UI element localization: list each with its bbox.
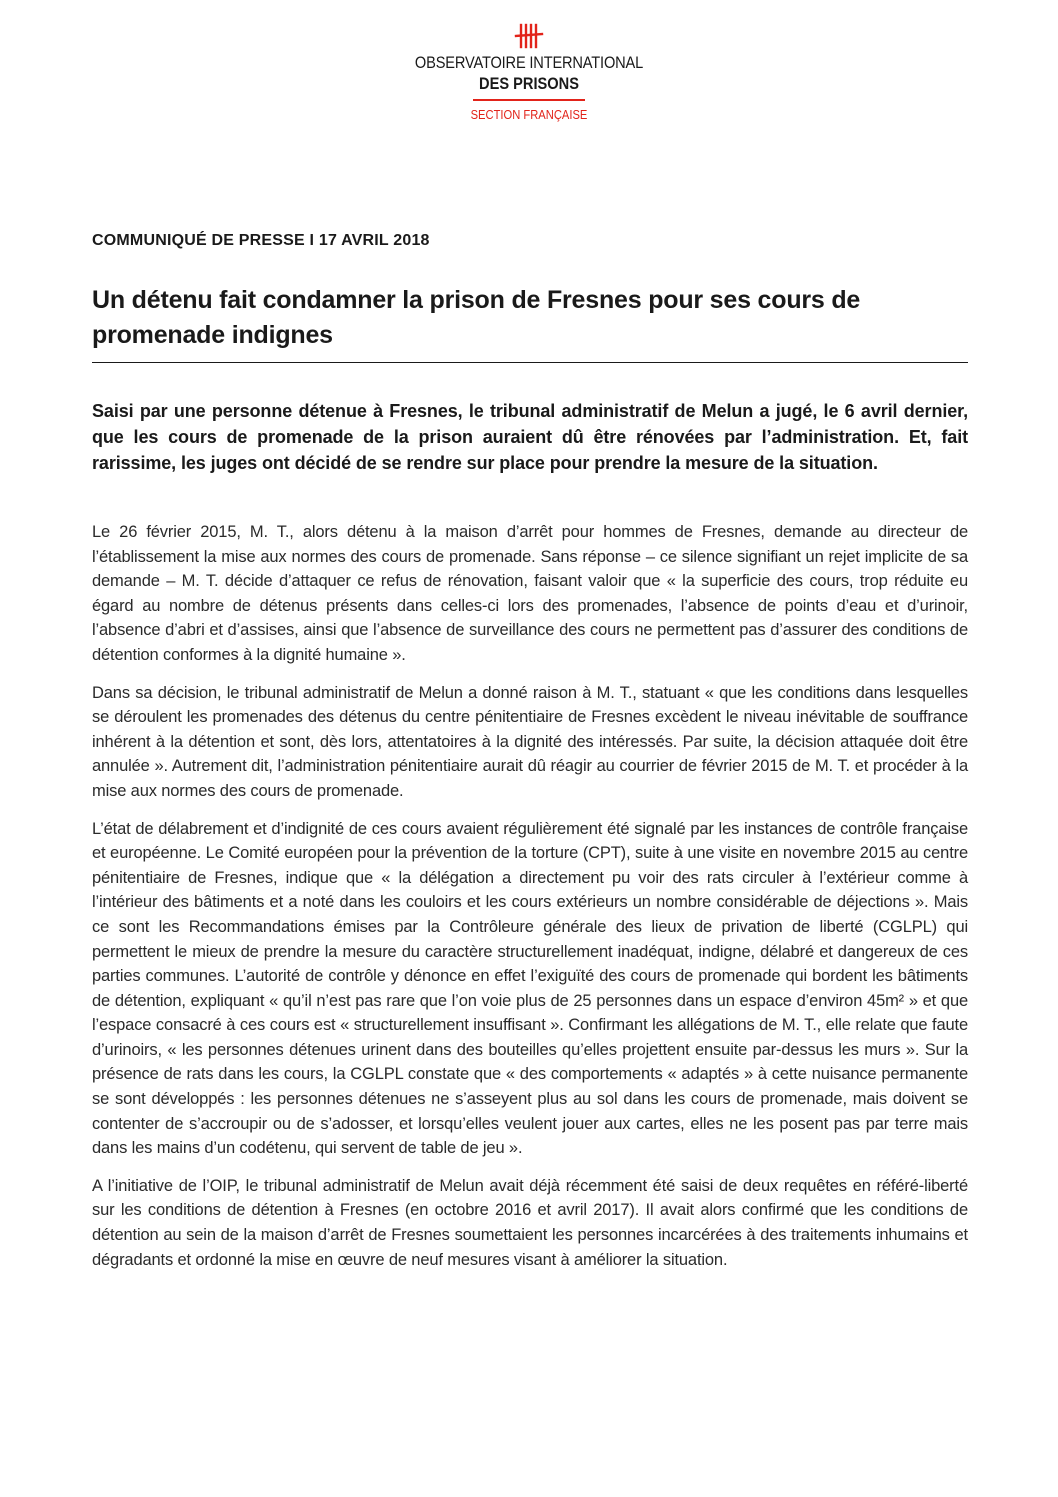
body-paragraph: A l’initiative de l’OIP, le tribunal administratif de Melun avait déjà récemment été saisi de deux requêtes en référé-liberté sur les conditions de détention à Fresnes (en octobre 2016 et avril 2017). Il avait alors confirmé que les conditions de détention au sein de la maison d’arrêt de Fresnes soumettaient les personnes incarcérées à des traitements inhumains et dégradants et ordonné la mise en œuvre de neuf mesures visant à améliorer la situation.: [92, 1176, 968, 1269]
article-body: [92, 520, 968, 1285]
lead-paragraph: Saisi par une personne détenue à Fresnes, le tribunal administratif de Melun a jugé, le 6 avril dernier, que les cours de promenade de la prison auraient dû être rénovées par l’administration. Et, fait rarissime, les juges ont décidé de se rendre sur place pour prendre la mesure de la situation.: [92, 401, 968, 473]
logo-divider: [473, 99, 585, 101]
title-divider: [92, 362, 968, 363]
press-release-date-kicker: COMMUNIQUÉ DE PRESSE I 17 AVRIL 2018: [92, 232, 430, 249]
tally-marks-icon: [509, 22, 549, 50]
logo-text-line3: SECTION FRANÇAISE: [470, 107, 588, 122]
organization-logo: [0, 22, 1058, 123]
logo-text-line1: OBSERVATOIRE INTERNATIONAL: [414, 53, 644, 72]
page-title: Un détenu fait condamner la prison de Fresnes pour ses cours de promenade indignes: [92, 286, 861, 349]
body-paragraph: L’état de délabrement et d’indignité de ces cours avaient régulièrement été signalé par les instances de contrôle française et européenne. Le Comité européen pour la prévention de la torture (CPT), suite à une visite en novembre 2015 au centre pénitentiaire de Fresnes, indique que « la délégation a directement pu voir des rats circuler à l’extérieur comme à l’intérieur des bâtiments et a noté dans les couloirs et les cours extérieurs un nombre considérable de déjections ». Mais ce sont les Recommandations émises par la Contrôleure générale des lieux de privation de liberté (CGLPL) qui permettent le mieux de prendre la mesure du caractère structurellement inadéquat, indigne, délabré et dangereux de ces parties communes. L’autorité de contrôle y dénonce en effet l’exiguïté des cours de promenade qui bordent les bâtiments de détention, expliquant « qu’il n’est pas rare que l’on voie plus de 25 personnes dans un espace d’environ 45m² » et que l’espace consacré à ces cours est « structurellement insuffisant ». Confirmant les allégations de M. T., elle relate que faute d’urinoirs, « les personnes détenues urinent dans des bouteilles qu’elles projettent ensuite par-dessus les murs ». Sur la présence de rats dans les cours, la CGLPL constate que « des comportements « adaptés » à cette nuisance permanente se sont développés : les personnes détenues ne s’asseyent plus au sol dans les cours de promenade, mais doivent se contenter de s’accroupir ou de s’adosser, et lorsqu’elles veulent jouer aux cartes, elles ne les posent pas par terre mais dans les mains d’un codétenu, qui servent de table de jeu ».: [92, 819, 968, 1158]
body-paragraph: Dans sa décision, le tribunal administratif de Melun a donné raison à M. T., statuant « que les conditions dans lesquelles se déroulent les promenades des détenus du centre pénitentiaire de Fresnes excèdent le niveau inévitable de souffrance inhérent à la détention et sont, dès lors, attentatoires à la dignité des intéressés. Par suite, la décision attaquée doit être annulée ». Autrement dit, l’administration pénitentiaire aurait dû réagir au courrier de février 2015 de M. T. et procéder à la mise aux normes des cours de promenade.: [92, 683, 968, 800]
logo-text-line2: DES PRISONS: [479, 74, 579, 93]
body-paragraph: Le 26 février 2015, M. T., alors détenu à la maison d’arrêt pour hommes de Fresnes, demande au directeur de l’établissement la mise aux normes des cours de promenade. Sans réponse – ce silence signifiant un rejet implicite de sa demande – M. T. décide d’attaquer ce refus de rénovation, faisant valoir que « la superficie des cours, trop réduite eu égard au nombre de détenus présents dans celles-ci lors des promenades, l’absence de points d’eau et d’urinoir, l’absence d’abri et d’assises, ainsi que l’absence de surveillance des cours ne permettent pas d’assurer des conditions de détention conformes à la dignité humaine ».: [92, 523, 968, 664]
